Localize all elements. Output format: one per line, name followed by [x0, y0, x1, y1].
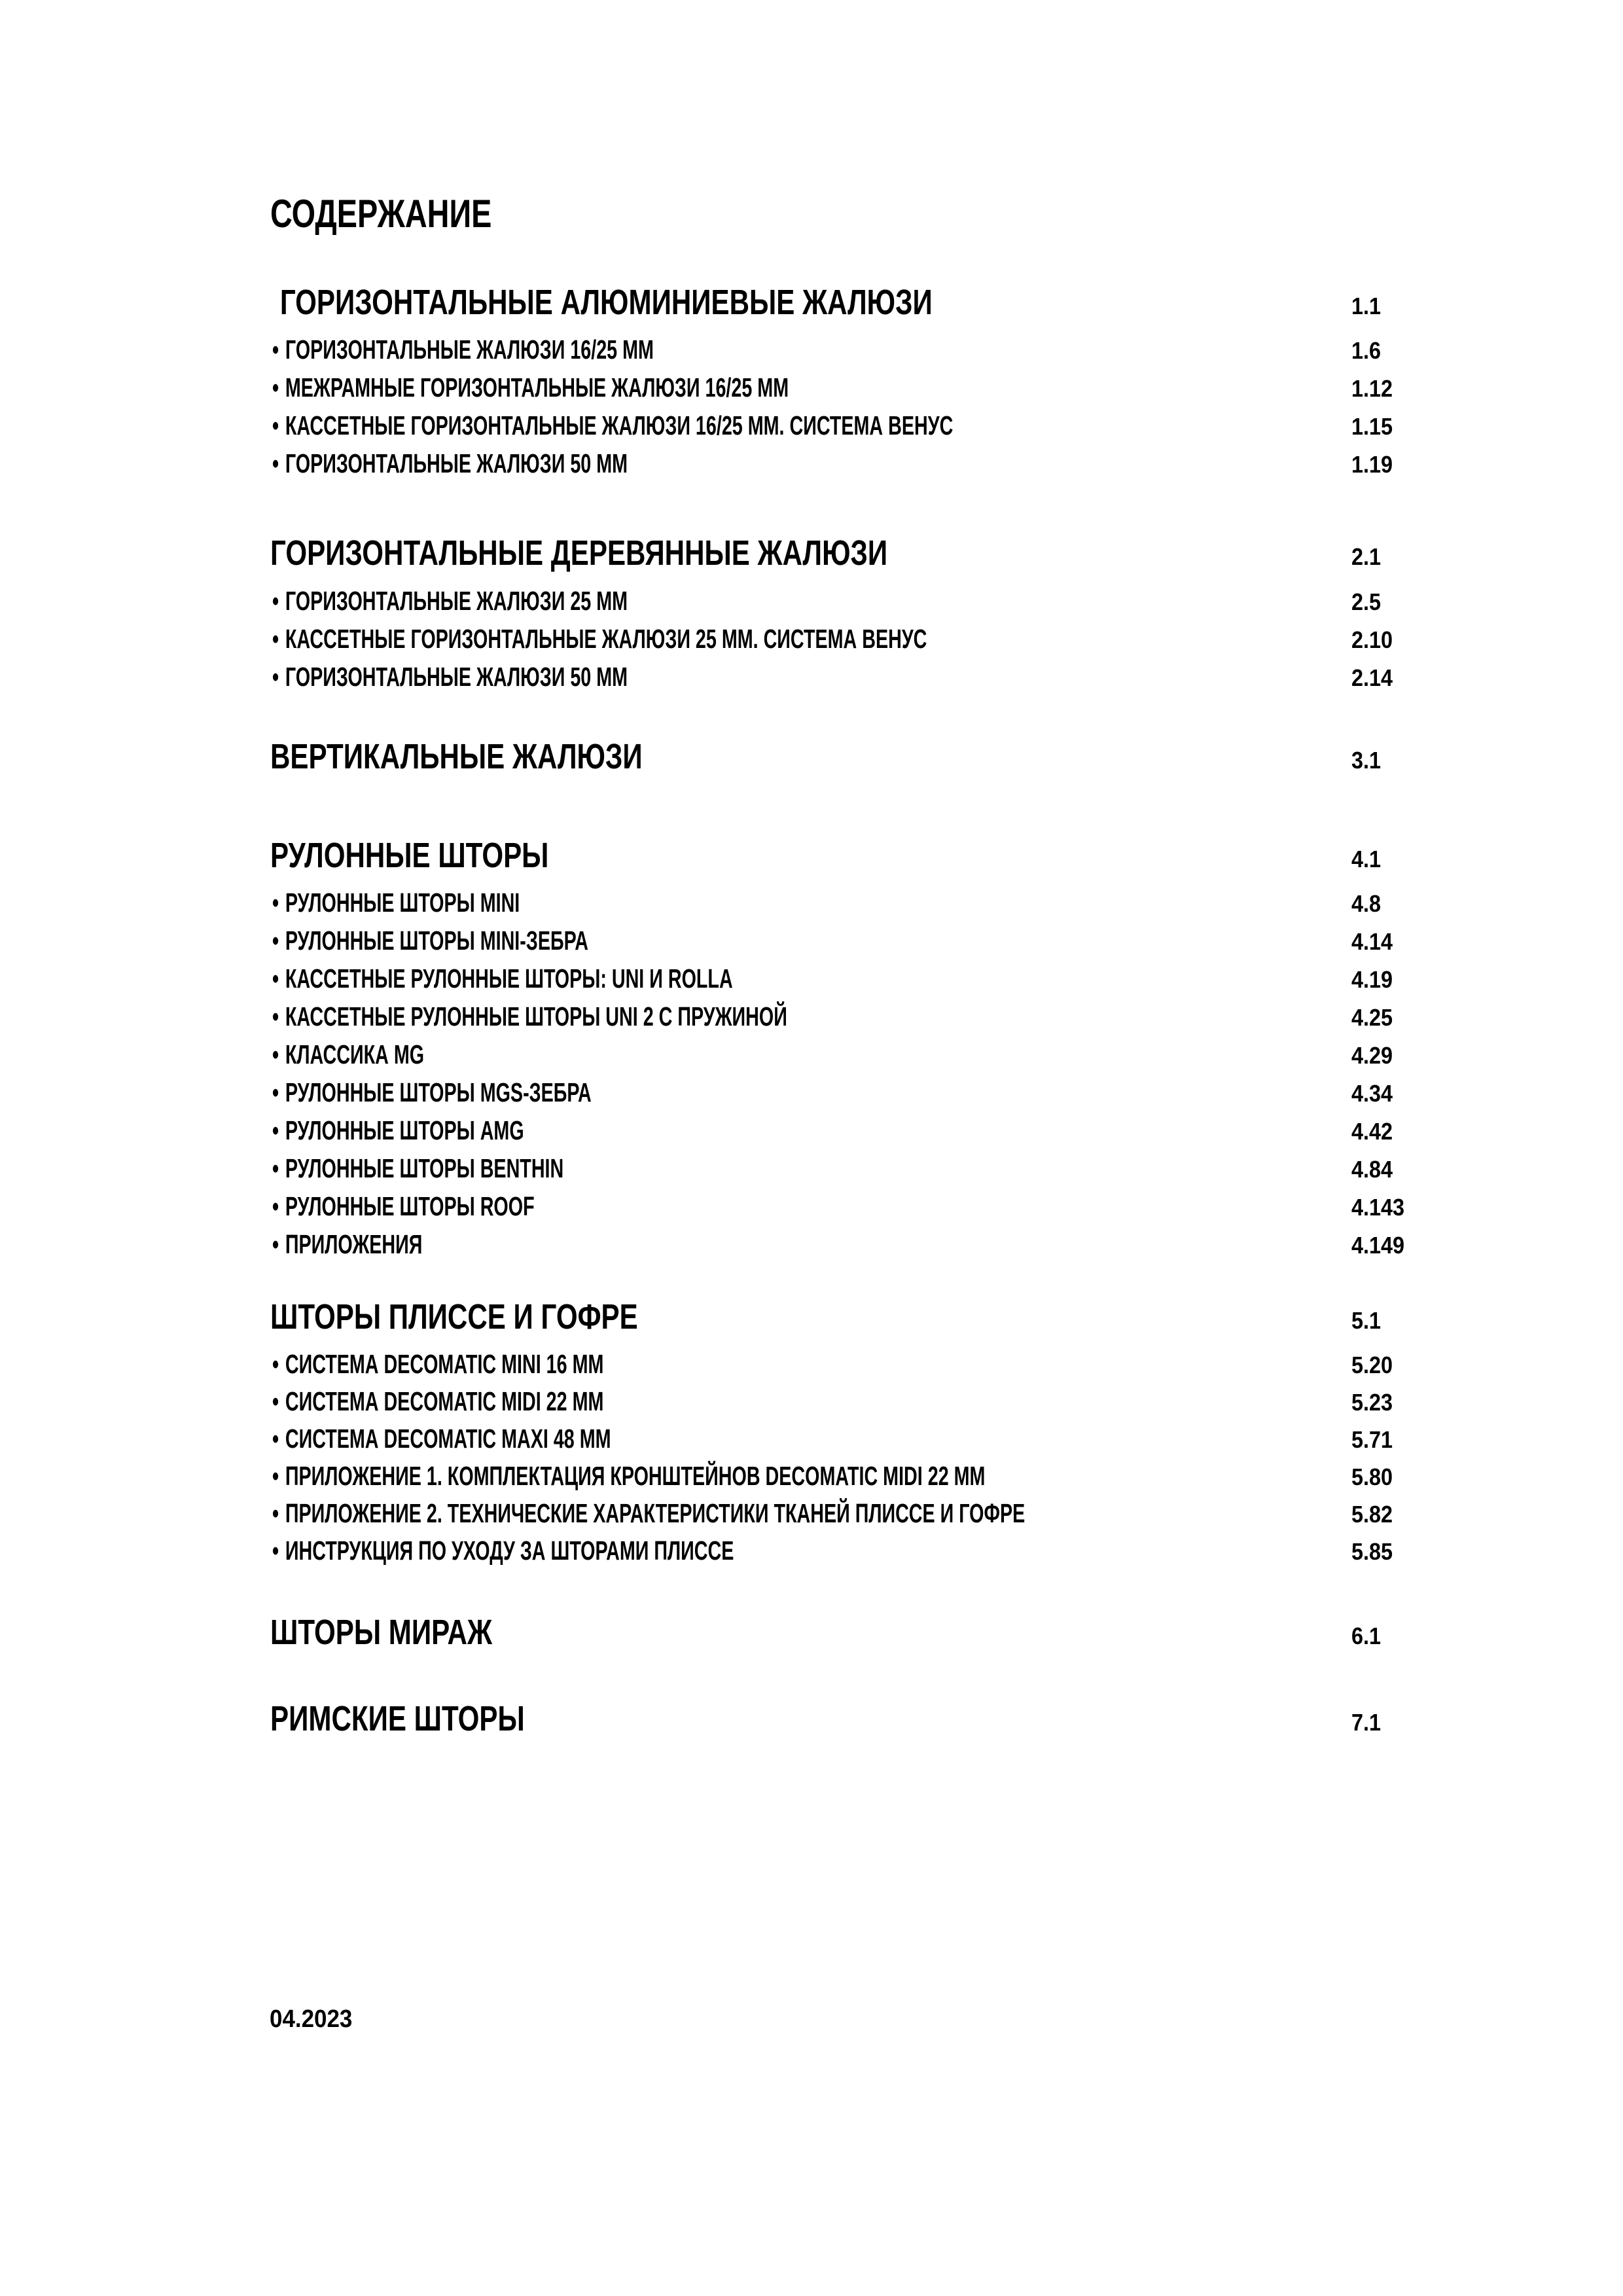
bullet-icon: •	[272, 448, 279, 478]
toc-page-number: 1.15	[1351, 413, 1393, 440]
bullet-icon: •	[272, 1039, 279, 1069]
toc-page-number: 4.25	[1351, 1004, 1393, 1031]
toc-item-row	[272, 450, 1397, 477]
toc-page-number: 7.1	[1351, 1709, 1382, 1736]
toc-item-label: ГОРИЗОНТАЛЬНЫЕ ЖАЛЮЗИ 50 ММ	[285, 662, 628, 692]
toc-section-row	[270, 1615, 1384, 1650]
toc-item-row	[272, 1117, 1397, 1144]
toc-item-label: ГОРИЗОНТАЛЬНЫЕ ЖАЛЮЗИ 25 ММ	[285, 586, 628, 616]
toc-item-label: КАССЕТНЫЕ РУЛОННЫЕ ШТОРЫ: UNI И ROLLA	[285, 963, 733, 994]
toc-item-label: СИСТЕМА DECOMATIC MIDI 22 ММ	[285, 1386, 604, 1416]
toc-section-label: ГОРИЗОНТАЛЬНЫЕ ДЕРЕВЯННЫЕ ЖАЛЮЗИ	[270, 533, 888, 573]
toc-item-label: КАССЕТНЫЕ ГОРИЗОНТАЛЬНЫЕ ЖАЛЮЗИ 16/25 ММ. СИСТЕМА ВЕНУС	[285, 410, 954, 440]
bullet-icon: •	[272, 1461, 279, 1491]
toc-page-number: 4.29	[1351, 1042, 1393, 1069]
toc-page-number: 5.1	[1351, 1307, 1382, 1334]
toc-section-label: РИМСКИЕ ШТОРЫ	[270, 1699, 525, 1738]
toc-page-number: 2.14	[1351, 664, 1393, 691]
toc-page-number: 4.1	[1351, 846, 1382, 872]
toc-page-number: 5.80	[1351, 1463, 1393, 1490]
toc-section-row	[270, 838, 1384, 873]
toc-item-label: СИСТЕМА DECOMATIC MAXI 48 ММ	[285, 1424, 611, 1454]
bullet-icon: •	[272, 1191, 279, 1221]
bullet-icon: •	[272, 1115, 279, 1145]
toc-item-label: ГОРИЗОНТАЛЬНЫЕ ЖАЛЮЗИ 50 ММ	[285, 448, 628, 478]
toc-page-number: 5.85	[1351, 1538, 1393, 1565]
toc-item-label: СИСТЕМА DECOMATIC MINI 16 ММ	[285, 1349, 604, 1379]
toc-item-row	[272, 336, 1384, 363]
toc-item-label: РУЛОННЫЕ ШТОРЫ BENTHIN	[285, 1153, 564, 1183]
toc-section-label: РУЛОННЫЕ ШТОРЫ	[270, 836, 549, 875]
toc-item-label: ГОРИЗОНТАЛЬНЫЕ ЖАЛЮЗИ 16/25 ММ	[285, 334, 654, 365]
toc-page-number: 1.1	[1351, 293, 1382, 319]
toc-item-row	[272, 412, 1397, 439]
toc-item-label: КАССЕТНЫЕ РУЛОННЫЕ ШТОРЫ UNI 2 С ПРУЖИНОЙ	[285, 1001, 787, 1031]
toc-page-number: 4.8	[1351, 890, 1382, 917]
toc-item-row	[272, 1463, 1397, 1490]
bullet-icon: •	[272, 1498, 279, 1528]
toc-item-row	[272, 1003, 1397, 1030]
toc-item-label: ПРИЛОЖЕНИЯ	[285, 1229, 423, 1259]
bullet-icon: •	[272, 925, 279, 956]
bullet-icon: •	[272, 1386, 279, 1416]
bullet-icon: •	[272, 1349, 279, 1379]
toc-page-number: 2.1	[1351, 543, 1382, 570]
toc-page-number: 4.84	[1351, 1156, 1393, 1183]
toc-page-number: 5.20	[1351, 1352, 1393, 1378]
toc-item-label: ИНСТРУКЦИЯ ПО УХОДУ ЗА ШТОРАМИ ПЛИССЕ	[285, 1535, 734, 1566]
bullet-icon: •	[272, 334, 279, 365]
toc-page-number: 4.42	[1351, 1118, 1393, 1145]
toc-item-label: КЛАССИКА MG	[285, 1039, 425, 1069]
bullet-icon: •	[272, 1229, 279, 1259]
toc-section-label: ГОРИЗОНТАЛЬНЫЕ АЛЮМИНИЕВЫЕ ЖАЛЮЗИ	[279, 283, 933, 322]
toc-page-number: 1.12	[1351, 375, 1393, 402]
toc-item-label: РУЛОННЫЕ ШТОРЫ MINI-ЗЕБРА	[285, 925, 588, 956]
toc-item-row	[272, 1155, 1397, 1182]
toc-page-number: 5.23	[1351, 1389, 1393, 1416]
bullet-icon: •	[272, 410, 279, 440]
toc-item-row	[272, 626, 1397, 653]
toc-item-row	[272, 1537, 1397, 1564]
toc-item-label: ПРИЛОЖЕНИЕ 2. ТЕХНИЧЕСКИЕ ХАРАКТЕРИСТИКИ ТКАНЕЙ ПЛИССЕ И ГОФРЕ	[285, 1498, 1026, 1528]
toc-section-row	[270, 1701, 1384, 1736]
toc-item-row	[272, 927, 1397, 954]
toc-item-row	[272, 1231, 1410, 1258]
toc-page-number: 2.5	[1351, 588, 1382, 615]
toc-item-row	[272, 1500, 1397, 1527]
toc-page-number: 1.19	[1351, 451, 1393, 478]
toc-item-row	[272, 965, 1397, 992]
toc-page-number: 4.14	[1351, 928, 1393, 955]
toc-section-label: ВЕРТИКАЛЬНЫЕ ЖАЛЮЗИ	[270, 737, 643, 776]
toc-page-number: 1.6	[1351, 337, 1382, 364]
toc-page-number: 5.71	[1351, 1426, 1393, 1453]
toc-section-label: ШТОРЫ ПЛИССЕ И ГОФРЕ	[270, 1297, 638, 1336]
bullet-icon: •	[272, 888, 279, 918]
bullet-icon: •	[272, 1424, 279, 1454]
toc-page-number: 4.19	[1351, 966, 1393, 993]
toc-item-label: РУЛОННЫЕ ШТОРЫ MGS-ЗЕБРА	[285, 1077, 592, 1107]
toc-page-number: 4.149	[1351, 1232, 1405, 1259]
page-title: СОДЕРЖАНИЕ	[270, 192, 492, 236]
toc-page-number: 2.10	[1351, 626, 1393, 653]
bullet-icon: •	[272, 1077, 279, 1107]
toc-item-row	[272, 889, 1384, 916]
toc-item-label: РУЛОННЫЕ ШТОРЫ MINI	[285, 888, 520, 918]
bullet-icon: •	[272, 662, 279, 692]
toc-section-row	[270, 1299, 1384, 1335]
toc-item-row	[272, 664, 1397, 691]
bullet-icon: •	[272, 372, 279, 403]
toc-item-label: КАССЕТНЫЕ ГОРИЗОНТАЛЬНЫЕ ЖАЛЮЗИ 25 ММ. СИСТЕМА ВЕНУС	[285, 624, 927, 654]
toc-section-row	[270, 535, 1384, 571]
toc-item-label: ПРИЛОЖЕНИЕ 1. КОМПЛЕКТАЦИЯ КРОНШТЕЙНОВ DECOMATIC MIDI 22 ММ	[285, 1461, 986, 1491]
toc-item-row	[272, 588, 1384, 615]
toc-item-row	[272, 1351, 1397, 1378]
bullet-icon: •	[272, 1001, 279, 1031]
toc-item-label: РУЛОННЫЕ ШТОРЫ AMG	[285, 1115, 524, 1145]
toc-item-row	[272, 1079, 1397, 1106]
toc-item-row	[272, 1388, 1397, 1415]
bullet-icon: •	[272, 586, 279, 616]
bullet-icon: •	[272, 963, 279, 994]
toc-item-row	[272, 1426, 1397, 1452]
toc-page-number: 4.34	[1351, 1080, 1393, 1107]
toc-section-label: ШТОРЫ МИРАЖ	[270, 1613, 493, 1652]
toc-page-number: 5.82	[1351, 1501, 1393, 1528]
date-footer: 04.2023	[270, 2005, 353, 2033]
bullet-icon: •	[272, 624, 279, 654]
toc-page-number: 4.143	[1351, 1194, 1405, 1221]
toc-item-row	[272, 1193, 1410, 1220]
toc-item-label: МЕЖРАМНЫЕ ГОРИЗОНТАЛЬНЫЕ ЖАЛЮЗИ 16/25 ММ	[285, 372, 789, 403]
bullet-icon: •	[272, 1153, 279, 1183]
toc-item-label: РУЛОННЫЕ ШТОРЫ ROOF	[285, 1191, 535, 1221]
toc-item-row	[272, 374, 1397, 401]
toc-page-number: 3.1	[1351, 747, 1382, 774]
toc-item-row	[272, 1041, 1397, 1068]
toc-section-row	[270, 285, 1384, 320]
toc-page-number: 6.1	[1351, 1623, 1382, 1649]
toc-section-row	[270, 739, 1384, 774]
bullet-icon: •	[272, 1535, 279, 1566]
